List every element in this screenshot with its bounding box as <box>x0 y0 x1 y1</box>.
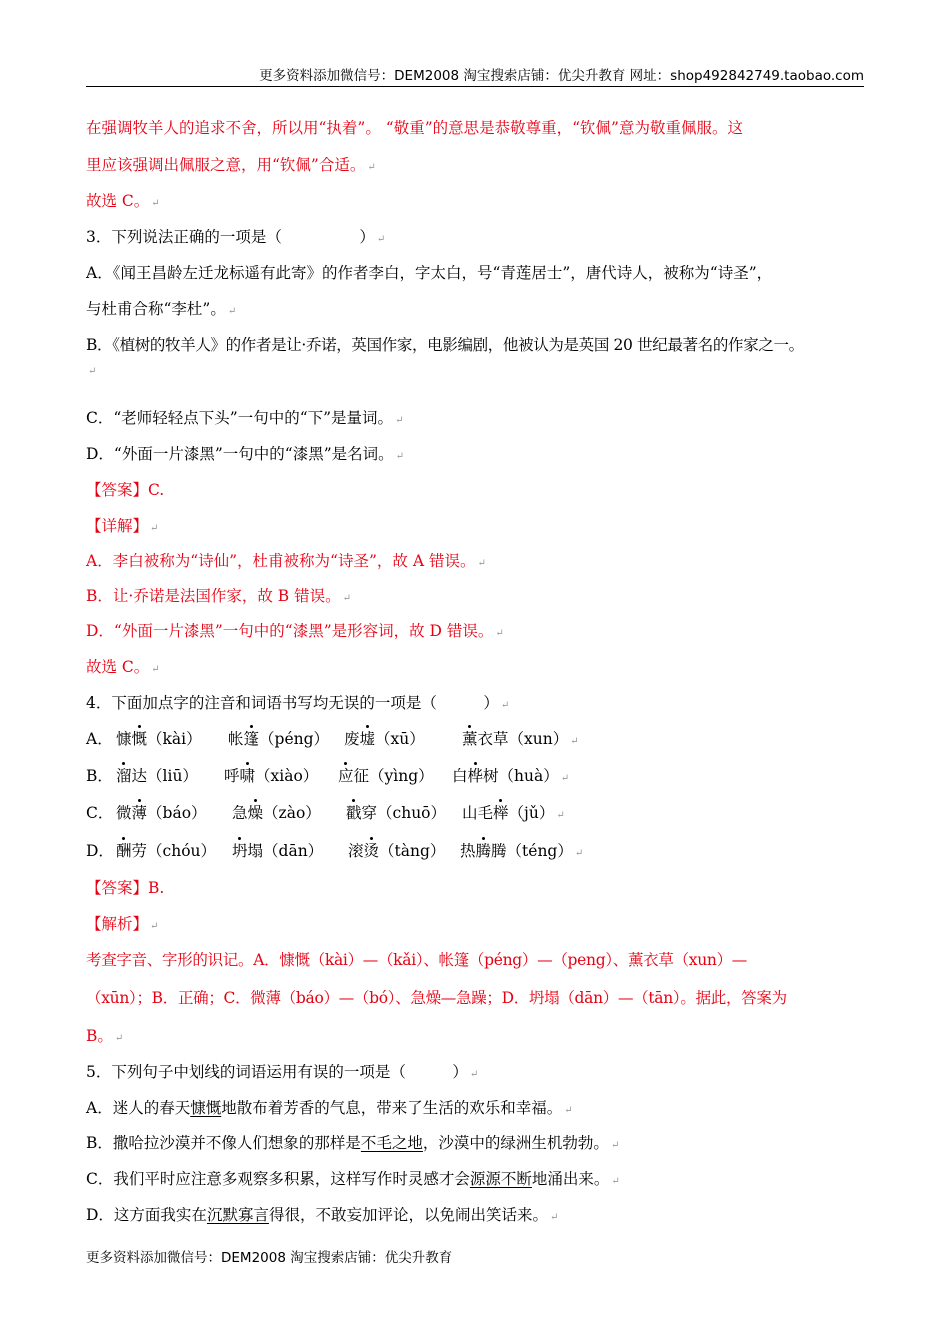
q3-conclusion: 故选 C。 ↵ <box>86 658 160 676</box>
dotted-char: 啸 <box>239 767 256 785</box>
dotted-char: 烫 <box>363 842 380 860</box>
dotted-char: 应 <box>338 767 354 785</box>
q5-option-a: A．迷人的春天慷慨地散布着芳香的气息，带来了生活的欢乐和幸福。 ↵ <box>86 1099 573 1117</box>
underlined-word: 源源不断 <box>469 1170 532 1188</box>
underlined-word: 沉默寡言 <box>206 1206 269 1224</box>
explanation-line-2: 里应该强调出佩服之意，用“钦佩”合适。 ↵ <box>86 156 376 174</box>
q4-option-c: C． 微薄（báo） 急燥（zào） 戳穿（chuō） 山毛榉（jǔ） ↵ <box>86 804 565 822</box>
q4-option-b: B． 溜达（liū） 呼啸（xiào） 应征（yìng） 白桦树（huà） ↵ <box>86 767 570 785</box>
dotted-char: 戳 <box>346 804 362 822</box>
q4-option-a: A． 慷慨（kài） 帐篷（péng） 废墟（xū） 薰衣草（xun） ↵ <box>86 730 579 748</box>
q4-option-d: D． 酬劳（chóu） 坍塌（dān） 滚烫（tàng） 热腾腾（téng） ↵ <box>86 842 584 860</box>
q3-option-b-mark: ↵ <box>88 366 97 377</box>
q3-detail-label: 【详解】 ↵ <box>86 517 159 535</box>
underlined-word: 慷慨 <box>190 1099 222 1117</box>
q3-detail-d: D．“外面一片漆黑”一句中的“漆黑”是形容词，故 D 错误。 ↵ <box>86 622 504 640</box>
q3-option-a-line2: 与杜甫合称“李杜”。 ↵ <box>86 300 237 318</box>
prev-conclusion: 故选 C。 ↵ <box>86 192 160 210</box>
q3-detail-b: B．让·乔诺是法国作家，故 B 错误。 ↵ <box>86 587 351 605</box>
dotted-char: 薄 <box>131 804 148 822</box>
q5-option-b: B．撒哈拉沙漠并不像人们想象的那样是不毛之地，沙漠中的绿洲生机勃勃。 ↵ <box>86 1134 620 1152</box>
q5-option-c: C．我们平时应注意多观察多积累，这样写作时灵感才会源源不断地涌出来。 ↵ <box>86 1170 620 1188</box>
q3-detail-a: A．李白被称为“诗仙”，杜甫被称为“诗圣”，故 A 错误。 ↵ <box>86 552 486 570</box>
q4-analysis-line-3: B。 ↵ <box>86 1027 124 1045</box>
page-footer: 更多资料添加微信号：DEM2008 淘宝搜索店铺：优尖升教育 <box>86 1250 453 1266</box>
explanation-line-1: 在强调牧羊人的追求不舍，所以用“执着”。 “敬重”的意思是恭敬尊重，“钦佩”意为敬重佩服。这 <box>86 119 743 137</box>
dotted-char: 桦 <box>467 767 484 785</box>
q5-stem: 5．下列句子中划线的词语运用有误的一项是（ ） ↵ <box>86 1063 479 1081</box>
dotted-char: 篷 <box>243 730 260 748</box>
q4-answer: 【答案】B. <box>86 879 165 897</box>
underlined-word: 不毛之地 <box>360 1134 423 1152</box>
dotted-char: 腾 <box>475 842 492 860</box>
q4-analysis-line-2: （xūn）；B．正确；C．微薄（báo）—（bó）、急燥—急躁；D．坍塌（dān）—（tān）。据此，答案为 <box>86 989 787 1007</box>
dotted-char: 榉 <box>493 804 509 822</box>
dotted-char: 薰 <box>462 730 478 748</box>
page-header: 更多资料添加微信号：DEM2008 淘宝搜索店铺：优尖升教育 网址：shop492842749.taobao.com <box>86 66 864 87</box>
dotted-char: 墟 <box>359 730 376 748</box>
q4-stem: 4．下面加点字的注音和词语书写均无误的一项是（ ） ↵ <box>86 694 510 712</box>
q3-option-a-line1: A．《闻王昌龄左迁龙标遥有此寄》的作者李白，字太白，号“青莲居士”，唐代诗人，被称为“诗圣”， <box>86 264 773 282</box>
dotted-char: 燥 <box>247 804 264 822</box>
dotted-char: 慨 <box>131 730 148 748</box>
q3-option-d: D．“外面一片漆黑”一句中的“漆黑”是名词。 ↵ <box>86 445 405 463</box>
q3-option-b: B．《植树的牧羊人》的作者是让·乔诺，英国作家，电影编剧，他被认为是英国 20 世纪最著名的作家之一。 <box>86 336 804 354</box>
q3-stem: 3．下列说法正确的一项是（ ） ↵ <box>86 228 386 246</box>
q3-option-c: C．“老师轻轻点下头”一句中的“下”是量词。 ↵ <box>86 409 404 427</box>
q3-answer: 【答案】C. <box>86 481 165 499</box>
q4-analysis-label: 【解析】 ↵ <box>86 915 159 933</box>
q5-option-d: D．这方面我实在沉默寡言得很，不敢妄加评论，以免闹出笑话来。 ↵ <box>86 1206 559 1224</box>
dotted-char: 酬 <box>116 842 132 860</box>
q4-analysis-line-1: 考查字音、字形的识记。A．慷慨（kài）—（kǎi）、帐篷（péng）—（peng）、薰衣草（xun）— <box>86 951 747 969</box>
dotted-char: 坍 <box>232 842 248 860</box>
dotted-char: 溜 <box>116 767 132 785</box>
